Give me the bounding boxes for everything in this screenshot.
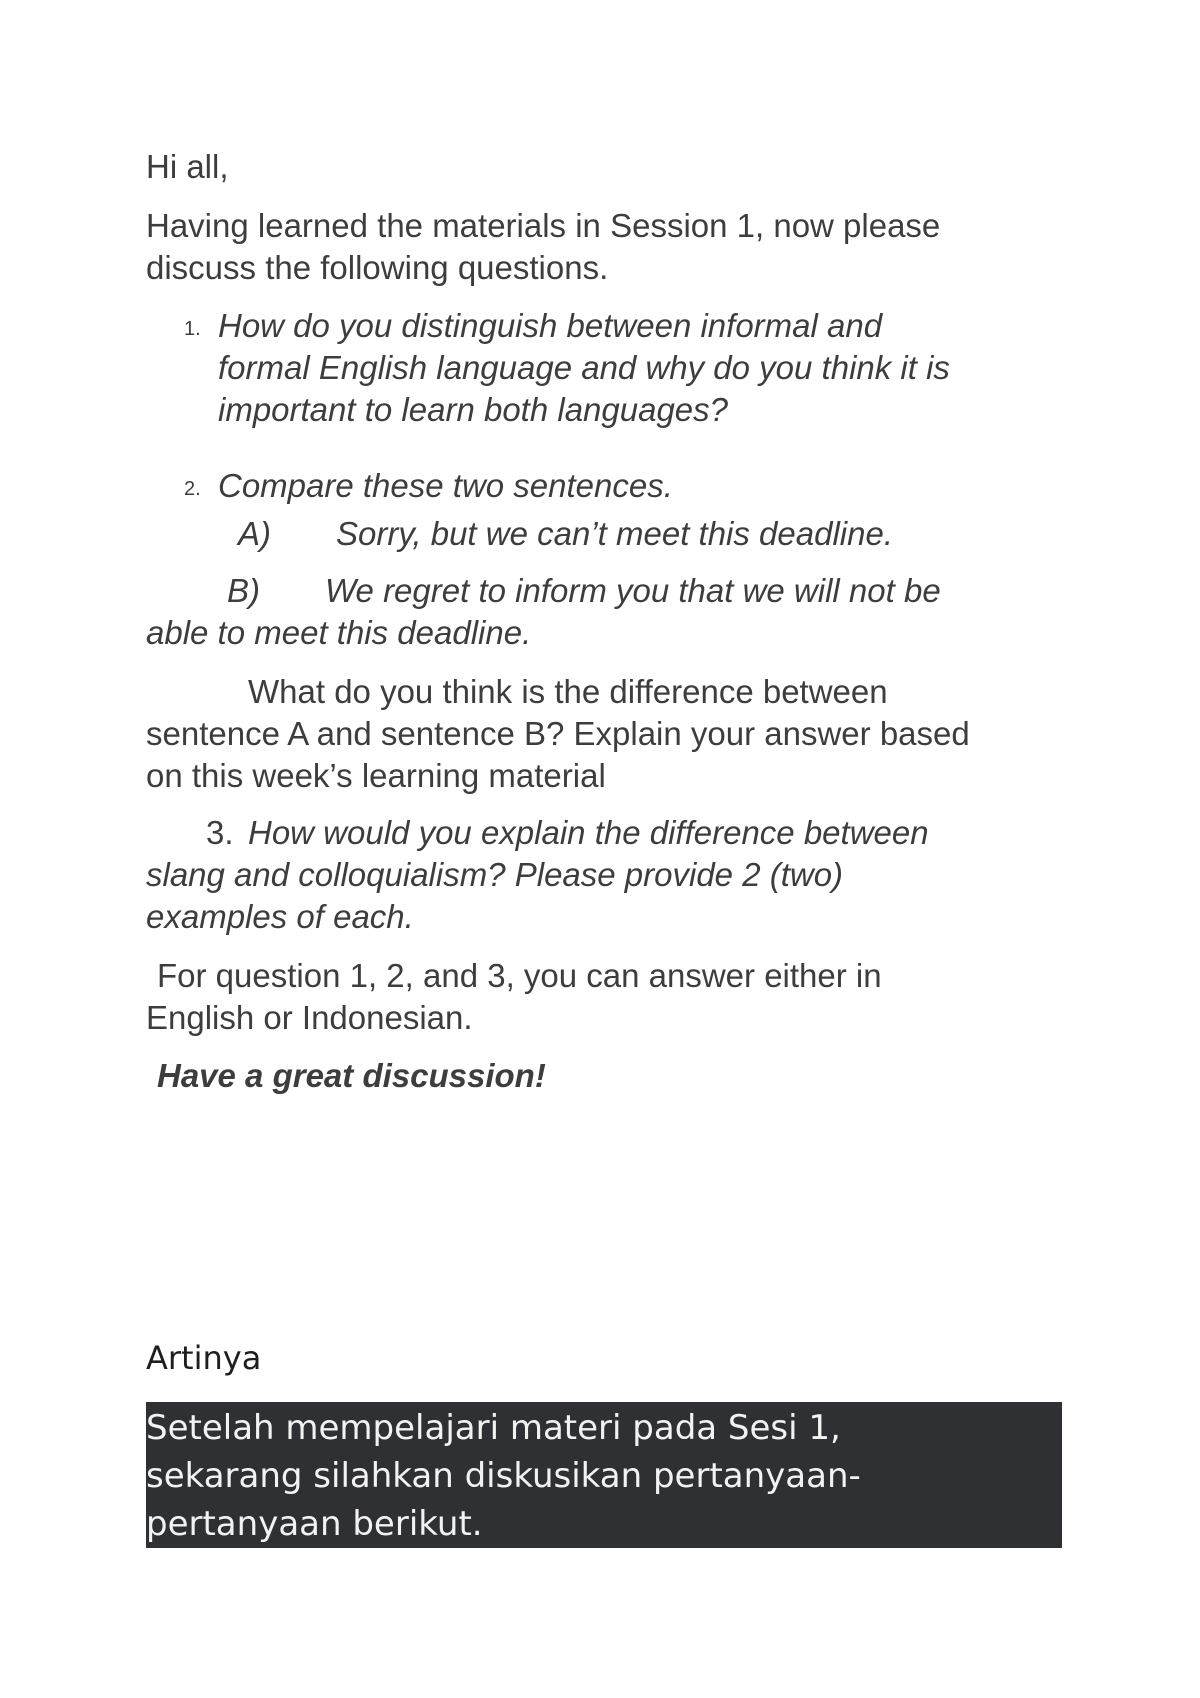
question-3-line-3: examples of each. [146, 898, 414, 935]
question-2-followup-1: What do you think is the difference between [248, 673, 888, 710]
question-3-line-1: How would you explain the difference between [248, 814, 929, 851]
intro-line-1: Having learned the materials in Session 1, now please [146, 207, 941, 244]
option-b-label: B) [227, 572, 260, 609]
answer-note-line-2: English or Indonesian. [146, 999, 473, 1036]
option-b-text: We regret to inform you that we will not be [325, 572, 941, 609]
question-3-line-2: slang and colloquialism? Please provide 2 (two) [146, 856, 844, 893]
question-1-line-2: formal English language and why do you think it is [218, 349, 950, 386]
question-2-text: Compare these two sentences. [218, 467, 673, 504]
translation-line-3: pertanyaan berikut. [146, 1504, 483, 1544]
option-a-label: A) [238, 515, 271, 552]
translation-line-1: Setelah mempelajari materi pada Sesi 1, [146, 1408, 841, 1448]
question-3-number: 3. [206, 814, 234, 851]
greeting: Hi all, [146, 148, 229, 185]
option-a-text: Sorry, but we can’t meet this deadline. [336, 515, 894, 552]
option-b-continuation: able to meet this deadline. [146, 614, 532, 651]
question-2-followup-2: sentence A and sentence B? Explain your answer based [146, 715, 970, 752]
translation-heading: Artinya [146, 1339, 262, 1377]
question-2-number: 2. [184, 478, 201, 500]
question-1-number: 1. [184, 318, 201, 340]
question-1-line-1: How do you distinguish between informal and [218, 307, 883, 344]
closing-line: Have a great discussion! [157, 1057, 546, 1094]
translation-line-2: sekarang silahkan diskusikan pertanyaan- [146, 1456, 861, 1496]
answer-note-line-1: For question 1, 2, and 3, you can answer either in [157, 957, 882, 994]
question-1-line-3: important to learn both languages? [218, 391, 729, 428]
intro-line-2: discuss the following questions. [146, 249, 609, 286]
question-2-followup-3: on this week’s learning material [146, 757, 606, 794]
